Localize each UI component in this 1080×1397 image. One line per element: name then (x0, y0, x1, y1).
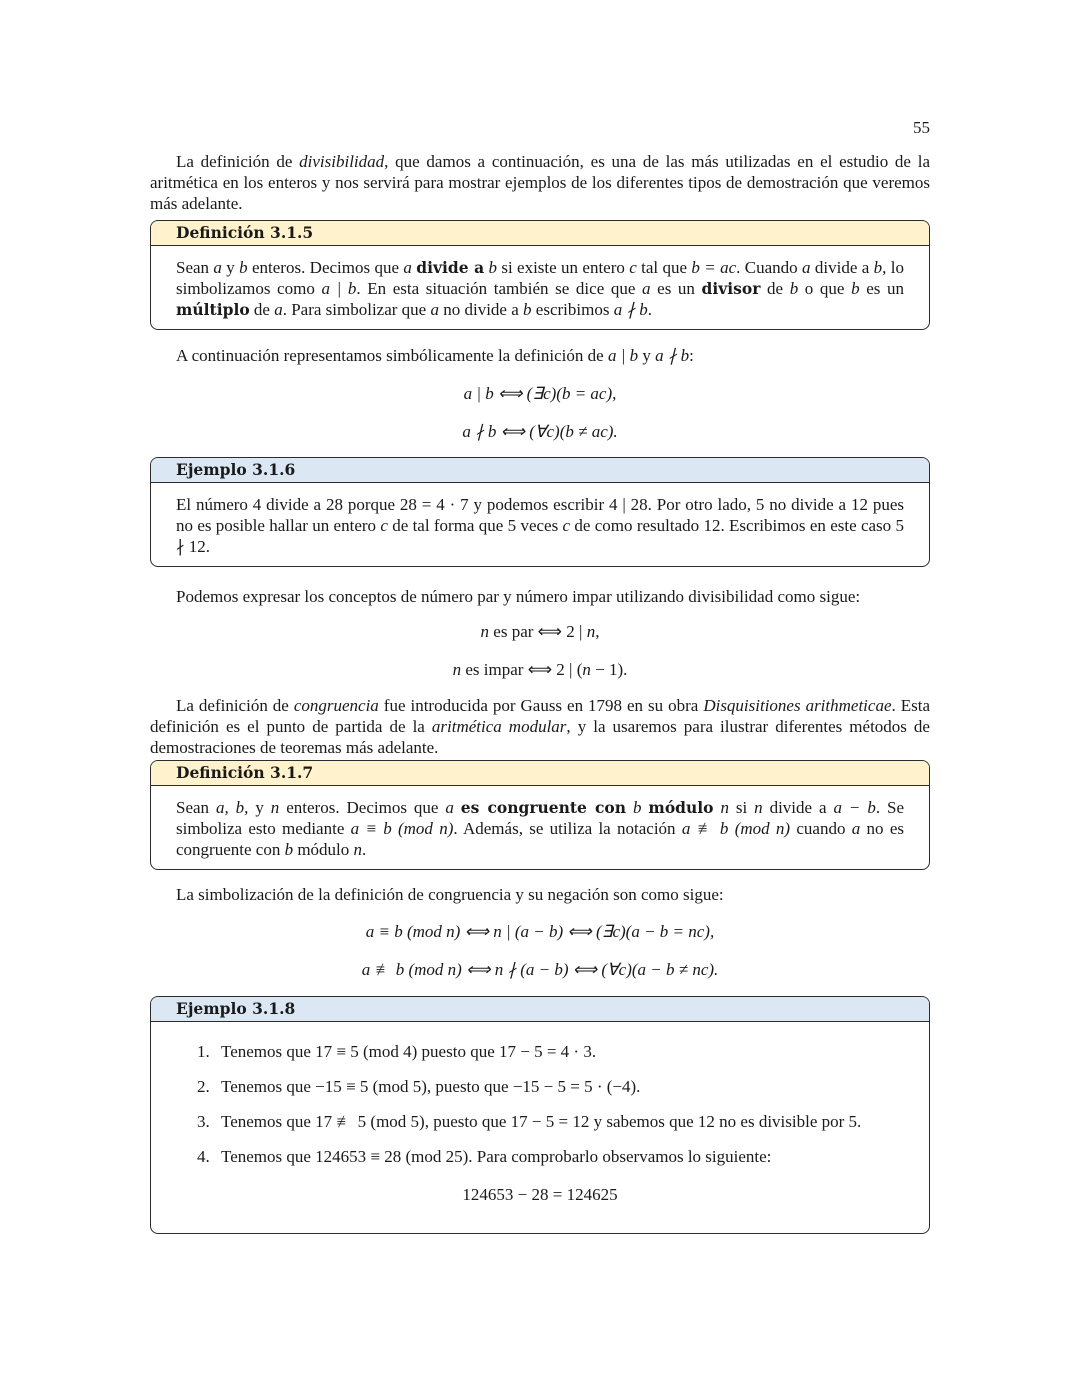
list-item: 4. Tenemos que 124653 ≡ 28 (mod 25). Para comprobarlo observamos lo siguiente: 124653 − 28 = 124625 (176, 1146, 904, 1205)
definition-box-3-1-5 (150, 220, 930, 330)
example-box-3-1-6 (150, 457, 930, 567)
page-number: 55 (913, 118, 930, 137)
definition-body (151, 246, 929, 329)
example-text: El número 4 divide a 28 porque 28 = 4 · 7 y podemos escribir 4 | 28. Por otro lado, 5 no divide a 12 pues no es posible hallar un entero c de tal forma que 5 veces c de como resultado 12. Escribimos en este caso 5 ∤ 12. (176, 495, 904, 556)
definition-title: Definición 3.1.5 (151, 221, 929, 246)
congruence-symbolic-intro: La simbolización de la definición de congruencia y su negación son como sigue: (176, 885, 724, 904)
term-multiplo: múltiplo (176, 300, 250, 319)
definition-text: Sean a y b enteros. Decimos que a divide a b si existe un entero c tal que b = ac. Cuando a divide a b, lo simbolizamos como a | b. En esta situación también se dice que a es un divisor de b o que b es un múltiplo de a. Para simbolizar que a no divide a b escribimos a ∤ b. (176, 258, 904, 319)
equation-even: n es par ⟺ 2 | n, (480, 622, 600, 641)
list-item: 3. Tenemos que 17 ≢ 5 (mod 5), puesto que 17 − 5 = 12 y sabemos que 12 no es divisible por 5. (197, 1112, 862, 1131)
term-divide: divide a (416, 258, 485, 277)
congruence-intro: La definición de congruencia fue introducida por Gauss en 1798 en su obra Disquisitiones arithmeticae. Esta definición es el punto de partida de la aritmética modular, y la usaremos para ilustrar diferentes métodos de demostraciones de teoremas más adelante. (150, 696, 930, 757)
equation-congruent: a ≡ b (mod n) ⟺ n | (a − b) ⟺ (∃c)(a − b = nc), (365, 922, 715, 941)
term-divisibilidad: divisibilidad (299, 152, 385, 171)
list-item: 2. Tenemos que −15 ≡ 5 (mod 5), puesto que −15 − 5 = 5 · (−4). (197, 1077, 641, 1096)
example-title: Ejemplo 3.1.6 (151, 458, 929, 483)
definition-text: Sean a, b, y n enteros. Decimos que a es congruente con b módulo n si n divide a a − b. Se simboliza esto mediante a ≡ b (mod n). Además, se utiliza la notación a ≢ b (mod n) cuando a no es congruente con b módulo n. (176, 798, 905, 859)
example-title: Ejemplo 3.1.8 (151, 997, 929, 1022)
equation-divides: a | b ⟺ (∃c)(b = ac), (463, 384, 617, 403)
example-equation: 124653 − 28 = 124625 (462, 1185, 618, 1204)
example-list (176, 1041, 904, 1205)
symbolic-intro: A continuación representamos simbólicamente la definición de a | b y a ∤ b: (176, 346, 694, 365)
equation-odd: n es impar ⟺ 2 | (n − 1). (452, 660, 628, 679)
parity-intro: Podemos expresar los conceptos de número par y número impar utilizando divisibilidad como sigue: (176, 587, 861, 606)
example-body (151, 1022, 929, 1233)
term-congruente: es congruente con (460, 798, 627, 817)
intro-text-rest: , que damos a continuación, es una de las más utilizadas en el estudio de la aritmética en los enteros y nos servirá para mostrar ejemplos de los diferentes tipos de demostración que veremos más adelante. (150, 152, 930, 213)
term-modulo: módulo (648, 798, 714, 817)
definition-box-3-1-7 (150, 760, 930, 870)
intro-paragraph (150, 151, 930, 214)
equation-not-divides: a ∤ b ⟺ (∀c)(b ≠ ac). (462, 422, 618, 441)
equation-not-congruent: a ≢ b (mod n) ⟺ n ∤ (a − b) ⟺ (∀c)(a − b ≠ nc). (361, 960, 719, 979)
list-item: 1. Tenemos que 17 ≡ 5 (mod 4) puesto que 17 − 5 = 4 · 3. (197, 1042, 597, 1061)
term-divisor: divisor (701, 279, 761, 298)
example-body (151, 483, 929, 566)
example-box-3-1-8 (150, 996, 930, 1234)
definition-title: Definición 3.1.7 (151, 761, 929, 786)
intro-text: La definición de (176, 152, 300, 171)
definition-body (151, 786, 929, 869)
